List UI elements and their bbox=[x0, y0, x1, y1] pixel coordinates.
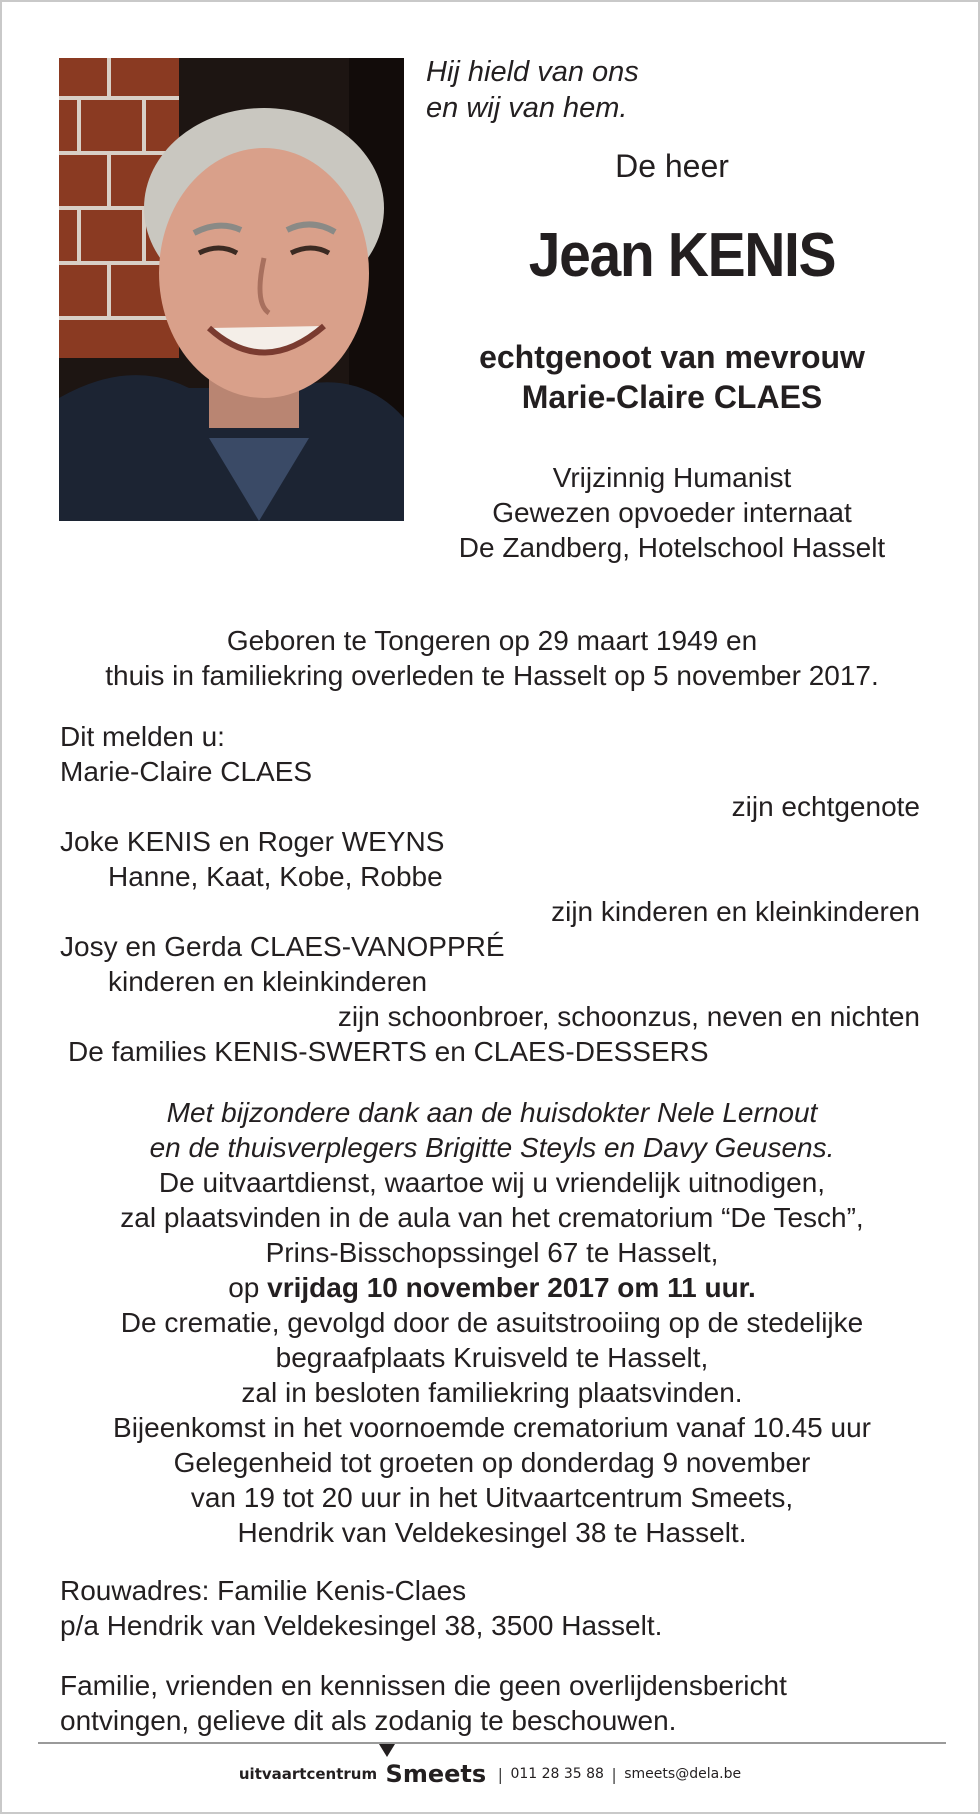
triangle-marker-icon bbox=[379, 1744, 395, 1757]
announce-inlaws-relation: zijn schoonbroer, schoonzus, neven en nichten bbox=[337, 1001, 920, 1032]
announce-inlaws-kids: kinderen en kleinkinderen bbox=[108, 966, 428, 997]
spouse-line: Marie-Claire CLAES bbox=[521, 379, 823, 415]
footer-prefix: uitvaartcentrum bbox=[238, 1765, 378, 1783]
thanks-line: en de thuisverplegers Brigitte Steyls en Davy Geusens. bbox=[149, 1132, 835, 1163]
service-line: De crematie, gevolgd door de asuitstrooiing op de stedelijke bbox=[120, 1307, 864, 1338]
announce-children-relation: zijn kinderen en kleinkinderen bbox=[551, 896, 920, 927]
footer-separator: | bbox=[611, 1764, 617, 1784]
mourning-address-line: Rouwadres: Familie Kenis-Claes bbox=[60, 1575, 467, 1606]
family-note bbox=[60, 1668, 940, 1738]
role-line: Gewezen opvoeder internaat bbox=[492, 497, 852, 528]
footer-brand: Smeets bbox=[385, 1760, 487, 1788]
mourning-address bbox=[60, 1573, 920, 1643]
role-line: Vrijzinnig Humanist bbox=[552, 462, 792, 493]
service-line: van 19 tot 20 uur in het Uitvaartcentrum Smeets, bbox=[190, 1482, 794, 1513]
birth-line: Geboren te Tongeren op 29 maart 1949 en bbox=[226, 625, 758, 656]
family-note-line: ontvingen, gelieve dit als zodanig te beschouwen. bbox=[60, 1705, 677, 1736]
deceased-name: Jean KENIS bbox=[528, 221, 836, 290]
announce-spouse-name: Marie-Claire CLAES bbox=[60, 756, 313, 787]
quote-line: en wij van hem. bbox=[426, 92, 628, 124]
death-line: thuis in familiekring overleden te Hasselt op 5 november 2017. bbox=[105, 660, 879, 691]
roles-block bbox=[422, 460, 922, 565]
mourning-address-line: p/a Hendrik van Veldekesingel 38, 3500 Hasselt. bbox=[60, 1610, 663, 1641]
footer-phone: 011 28 35 88 bbox=[510, 1766, 604, 1782]
service-line: zal plaatsvinden in de aula van het crematorium “De Tesch”, bbox=[120, 1202, 864, 1233]
announce-inlaws: Josy en Gerda CLAES-VANOPPRÉ bbox=[60, 931, 505, 962]
quote-line: Hij hield van ons bbox=[426, 56, 639, 88]
service-line: begraafplaats Kruisveld te Hasselt, bbox=[275, 1342, 709, 1373]
announce-grandchildren: Hanne, Kaat, Kobe, Robbe bbox=[108, 861, 443, 892]
footer-email[interactable]: smeets@dela.be bbox=[624, 1766, 742, 1782]
announce-spouse-relation: zijn echtgenote bbox=[731, 791, 920, 822]
portrait-photo bbox=[59, 58, 404, 521]
announcement-block bbox=[60, 719, 920, 1069]
spouse-block bbox=[432, 337, 912, 417]
service-line: De uitvaartdienst, waartoe wij u vriendelijk uitnodigen, bbox=[158, 1167, 826, 1198]
service-line: Prins-Bisschopssingel 67 te Hasselt, bbox=[265, 1237, 719, 1268]
footer bbox=[2, 1760, 978, 1788]
footer-divider bbox=[38, 1742, 946, 1744]
service-line: Gelegenheid tot groeten op donderdag 9 november bbox=[173, 1447, 811, 1478]
service-block bbox=[32, 1095, 952, 1550]
service-date: vrijdag 10 november 2017 om 11 uur. bbox=[267, 1272, 756, 1303]
honorific: De heer bbox=[615, 148, 729, 184]
spouse-line: echtgenoot van mevrouw bbox=[479, 339, 865, 375]
quote bbox=[426, 54, 639, 126]
service-line: Hendrik van Veldekesingel 38 te Hasselt. bbox=[237, 1517, 747, 1548]
announce-children: Joke KENIS en Roger WEYNS bbox=[60, 826, 445, 857]
announce-families: De families KENIS-SWERTS en CLAES-DESSERS bbox=[68, 1036, 709, 1067]
service-line: zal in besloten familiekring plaatsvinden. bbox=[241, 1377, 743, 1408]
service-line: Bijeenkomst in het voornoemde crematorium vanaf 10.45 uur bbox=[113, 1412, 871, 1443]
thanks-line: Met bijzondere dank aan de huisdokter Nele Lernout bbox=[166, 1097, 818, 1128]
service-date-prefix: op bbox=[228, 1272, 260, 1303]
service-date-line bbox=[32, 1270, 952, 1305]
role-line: De Zandberg, Hotelschool Hasselt bbox=[458, 532, 886, 563]
family-note-line: Familie, vrienden en kennissen die geen overlijdensbericht bbox=[60, 1670, 787, 1701]
announce-intro: Dit melden u: bbox=[60, 721, 225, 752]
footer-separator: | bbox=[497, 1764, 503, 1784]
portrait-illustration bbox=[59, 58, 404, 521]
birth-death-block bbox=[42, 623, 942, 693]
